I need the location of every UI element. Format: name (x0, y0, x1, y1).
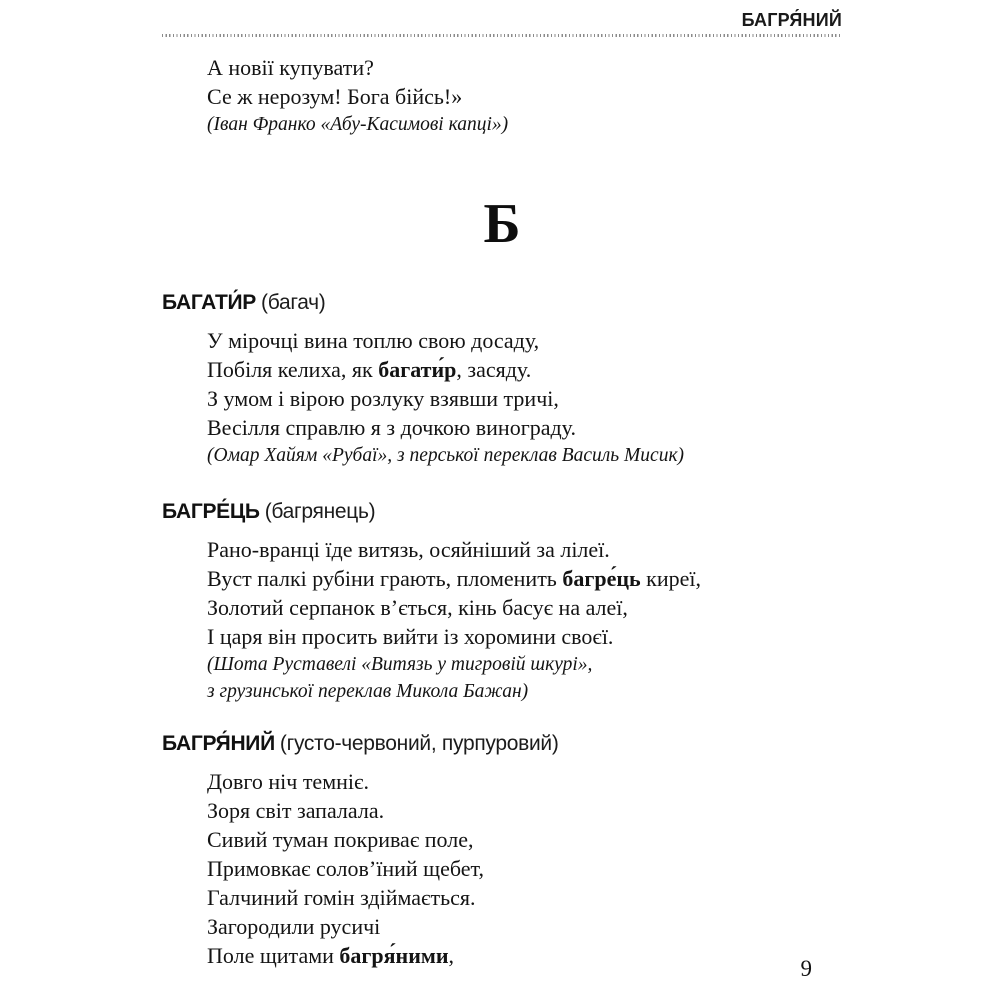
headword-gloss: (багрянець) (264, 500, 376, 523)
page-number: 9 (800, 956, 812, 981)
headword-gloss: (багач) (261, 291, 326, 314)
entry-headword-line (162, 731, 842, 759)
verse-line (207, 326, 842, 355)
verse-segment: Поле щитами (207, 943, 340, 968)
verse-segment: Рано-вранці їде витязь, осяйніший за лілеї. (207, 537, 610, 562)
verse-segment: киреї, (640, 566, 701, 591)
verse-line (207, 53, 842, 82)
verse-line (207, 384, 842, 413)
section-letter: Б (483, 193, 521, 255)
verse-segment: Се ж нерозум! Бога бійсь!» (207, 84, 463, 109)
headword-gloss: (густо-червоний, пурпуровий) (279, 732, 559, 755)
attribution-line: (Омар Хайям «Рубаї», з перської переклав Василь Мисик) (207, 445, 685, 466)
verse-segment: І царя він просить вийти із хоромини своєї. (207, 624, 614, 649)
verse-line (207, 854, 842, 883)
verse-segment: У мірочці вина топлю свою досаду, (207, 328, 540, 353)
verse-block (207, 326, 842, 469)
verse-segment: А новії купувати? (207, 55, 374, 80)
verse-segment: Довго ніч темніє. (207, 769, 369, 794)
headword: БАГАТИ́Р (162, 291, 256, 314)
verse-line (207, 622, 842, 651)
verse-segment: Зоря світ запалала. (207, 798, 385, 823)
dictionary-entry (162, 731, 842, 970)
epithet-bold: багати́р (378, 357, 457, 382)
dictionary-entry (162, 290, 842, 469)
verse-segment: З умом і вірою розлуку взявши тричі, (207, 386, 559, 411)
attribution-line: з грузинської переклав Микола Бажан) (207, 681, 529, 702)
verse-line (207, 912, 842, 941)
running-head: БАГРЯ́НИЙ (741, 10, 842, 30)
verse-segment: Вуст палкі рубіни грають, пломенить (207, 566, 563, 591)
verse-line (207, 564, 842, 593)
verse-line (207, 355, 842, 384)
verse-line (207, 825, 842, 854)
verse-line (207, 883, 842, 912)
verse-segment: , засяду. (456, 357, 532, 382)
dictionary-entry (162, 499, 842, 705)
verse-segment: Загородили русичі (207, 914, 381, 939)
verse-line (207, 535, 842, 564)
verse-segment: Галчиний гомін здіймається. (207, 885, 476, 910)
continuation-block (207, 53, 842, 138)
entry-headword-line (162, 499, 842, 527)
verse-line (207, 413, 842, 442)
attribution-line: (Іван Франко «Абу-Касимові капці») (207, 114, 509, 135)
verse-segment: Весілля справлю я з дочкою винограду. (207, 415, 576, 440)
verse-line (207, 82, 842, 111)
verse-segment: , (448, 943, 455, 968)
headword: БАГРЕ́ЦЬ (162, 500, 260, 523)
verse-line (207, 767, 842, 796)
header-divider (162, 34, 842, 37)
verse-segment: Сивий туман покриває поле, (207, 827, 474, 852)
epithet-bold: багря́ними (339, 943, 449, 968)
verse-block (207, 535, 842, 705)
verse-segment: Примовкає солов’їний щебет, (207, 856, 484, 881)
verse-line (207, 941, 842, 970)
verse-segment: Побіля келиха, як (207, 357, 379, 382)
attribution-line: (Шота Руставелі «Витязь у тигровій шкурі», (207, 654, 593, 675)
verse-segment: Золотий серпанок в’ється, кінь басує на алеї, (207, 595, 628, 620)
headword: БАГРЯ́НИЙ (162, 732, 275, 755)
verse-line (207, 796, 842, 825)
verse-block (207, 767, 842, 970)
epithet-bold: багре́ць (562, 566, 641, 591)
verse-line (207, 593, 842, 622)
entry-headword-line (162, 290, 842, 318)
